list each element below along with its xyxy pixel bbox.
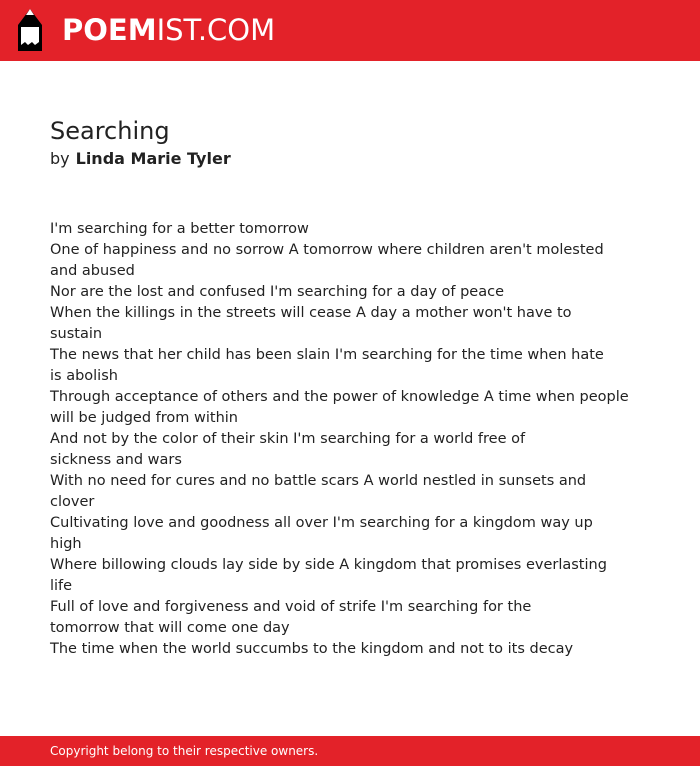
poem-line: When the killings in the streets will cease A day a mother won't have to: [50, 305, 572, 321]
logo-bold-text: POEM: [62, 13, 157, 47]
poem-line: Nor are the lost and confused I'm searching for a day of peace: [50, 284, 505, 300]
site-header: [0, 0, 700, 61]
poem-line: Full of love and forgiveness and void of strife I'm searching for the: [50, 599, 532, 615]
poem-line: sickness and wars: [50, 452, 182, 468]
poem-line: And not by the color of their skin I'm searching for a world free of: [50, 431, 526, 447]
poem-line: Cultivating love and goodness all over I'm searching for a kingdom way up: [50, 515, 593, 531]
poem-body: [50, 219, 629, 660]
poem-line: sustain: [50, 326, 103, 342]
poem-line: With no need for cures and no battle scars A world nestled in sunsets and: [50, 473, 587, 489]
poem-line: One of happiness and no sorrow A tomorrow where children aren't molested: [50, 242, 604, 258]
by-label: by: [50, 149, 70, 168]
poem-line: I'm searching for a better tomorrow: [50, 221, 309, 237]
pencil-icon: [18, 9, 42, 51]
logo-light-text: IST.COM: [156, 13, 276, 47]
poem-line: tomorrow that will come one day: [50, 620, 290, 636]
poem-line: life: [50, 578, 73, 594]
poem-line: and abused: [50, 263, 135, 279]
poem-line: clover: [50, 494, 95, 510]
site-logo[interactable]: [62, 12, 275, 48]
poem-line: The news that her child has been slain I'm searching for the time when hate: [50, 347, 604, 363]
poem-line: The time when the world succumbs to the kingdom and not to its decay: [50, 641, 574, 657]
author-name[interactable]: Linda Marie Tyler: [75, 149, 231, 168]
poem-line: Where billowing clouds lay side by side A kingdom that promises everlasting: [50, 557, 607, 573]
poem-byline: [50, 148, 231, 170]
site-footer: [0, 736, 700, 766]
poem-title: Searching: [50, 117, 170, 145]
poem-line: will be judged from within: [50, 410, 238, 426]
poem-line: Through acceptance of others and the power of knowledge A time when people: [50, 389, 629, 405]
poem-line: is abolish: [50, 368, 118, 384]
poem-line: high: [50, 536, 82, 552]
copyright-text: Copyright belong to their respective owners.: [50, 744, 319, 758]
